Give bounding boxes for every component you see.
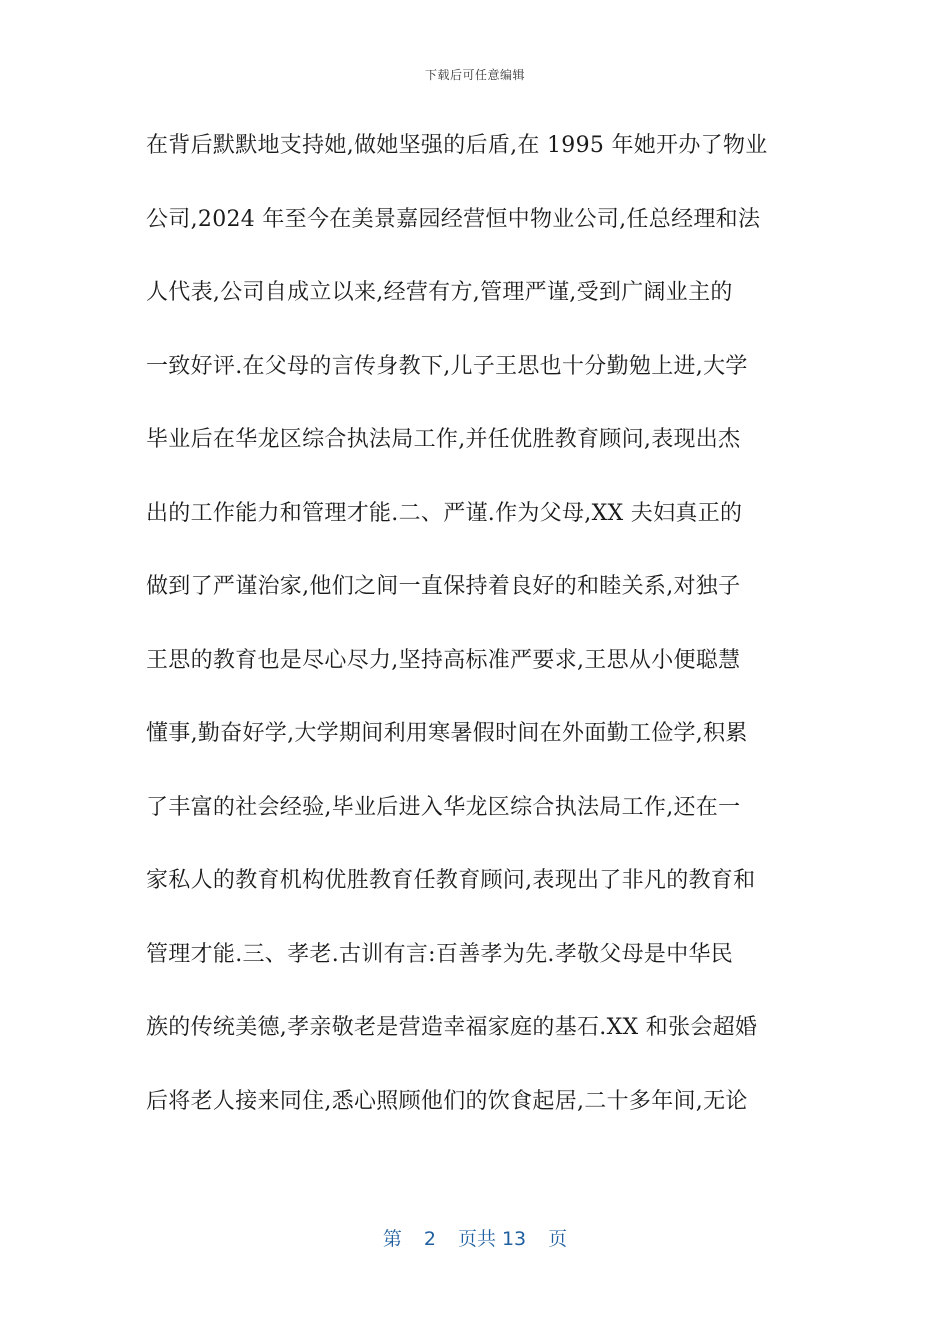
body-line-13: 族的传统美德,孝亲敬老是营造幸福家庭的基石.XX 和张会超婚 bbox=[146, 1015, 758, 1040]
body-line-10: 了丰富的社会经验,毕业后进入华龙区综合执法局工作,还在一 bbox=[146, 794, 741, 820]
body-line-2: 公司,2024 年至今在美景嘉园经营恒中物业公司,任总经理和法 bbox=[146, 206, 761, 232]
body-line-5: 毕业后在华龙区综合执法局工作,并任优胜教育顾问,表现出杰 bbox=[146, 427, 741, 452]
body-line-1: 在背后默默地支持她,做她坚强的后盾,在 1995 年她开办了物业 bbox=[146, 133, 768, 158]
body-line-12: 管理才能.三、孝老.古训有言:百善孝为先.孝敬父母是中华民 bbox=[146, 941, 734, 967]
footer-suffix: 页 bbox=[548, 1228, 568, 1250]
page-number-footer bbox=[0, 1224, 950, 1251]
body-line-4: 一致好评.在父母的言传身教下,儿子王思也十分勤勉上进,大学 bbox=[146, 353, 748, 379]
footer-middle: 页共 bbox=[457, 1228, 496, 1250]
body-line-14: 后将老人接来同住,悉心照顾他们的饮食起居,二十多年间,无论 bbox=[146, 1088, 748, 1114]
body-line-9: 懂事,勤奋好学,大学期间利用寒暑假时间在外面勤工俭学,积累 bbox=[146, 721, 748, 746]
document-body bbox=[146, 118, 806, 1147]
current-page-number: 2 bbox=[423, 1228, 436, 1250]
body-line-11: 家私人的教育机构优胜教育任教育顾问,表现出了非凡的教育和 bbox=[146, 868, 756, 893]
footer-prefix: 第 bbox=[382, 1228, 402, 1250]
body-line-6: 出的工作能力和管理才能.二、严谨.作为父母,XX 夫妇真正的 bbox=[146, 500, 743, 526]
body-line-8: 王思的教育也是尽心尽力,坚持高标准严要求,王思从小便聪慧 bbox=[146, 647, 741, 673]
body-line-3: 人代表,公司自成立以来,经营有方,管理严谨,受到广阔业主的 bbox=[146, 280, 733, 305]
total-pages-number: 13 bbox=[501, 1228, 527, 1250]
page-header: 下载后可任意编辑 bbox=[424, 68, 525, 82]
body-line-7: 做到了严谨治家,他们之间一直保持着良好的和睦关系,对独子 bbox=[146, 574, 741, 599]
